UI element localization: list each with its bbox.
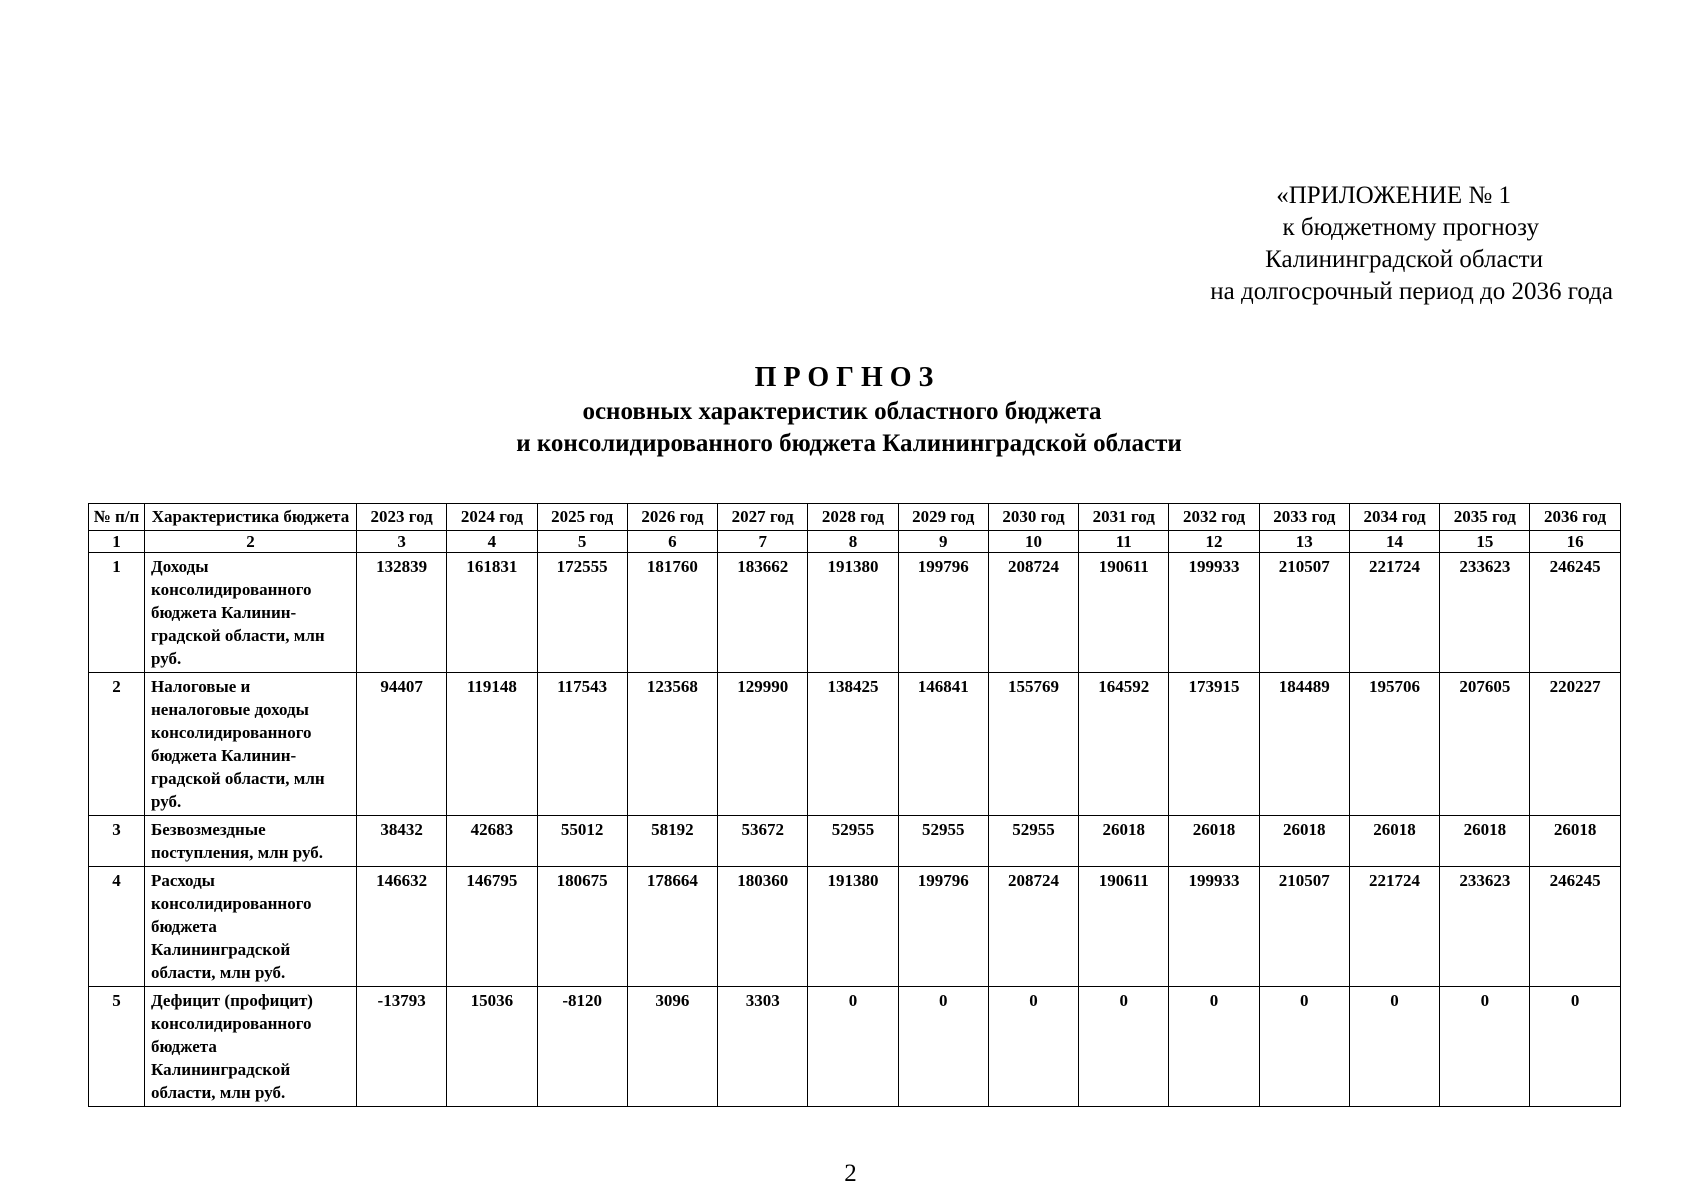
header-year: 2035 год [1440,504,1530,531]
value-cell: 55012 [537,816,627,867]
value-cell: 42683 [447,816,537,867]
value-cell: 221724 [1349,553,1439,673]
value-cell: 15036 [447,987,537,1107]
value-cell: 161831 [447,553,537,673]
value-cell: 0 [1169,987,1259,1107]
document-title: ПРОГНОЗ [754,362,941,393]
value-cell: 208724 [988,867,1078,987]
value-cell: 199796 [898,867,988,987]
value-cell: 191380 [808,867,898,987]
header-year: 2028 год [808,504,898,531]
value-cell: 26018 [1259,816,1349,867]
header-year: 2027 год [718,504,808,531]
annex-block [1210,180,1613,308]
value-cell: 190611 [1079,867,1169,987]
annex-subtitle: к бюджетному прогнозу [1282,214,1539,241]
table-row [89,816,1621,867]
value-cell: 199933 [1169,553,1259,673]
value-cell: 0 [1440,987,1530,1107]
column-number-cell: 5 [537,531,627,553]
value-cell: 184489 [1259,673,1349,816]
value-cell: 52955 [808,816,898,867]
column-number-cell: 3 [357,531,447,553]
value-cell: 190611 [1079,553,1169,673]
row-number-cell: 4 [89,867,145,987]
value-cell: 180675 [537,867,627,987]
header-year: 2033 год [1259,504,1349,531]
row-label-cell: Расходы консолидированного бюджета Калининградской области, млн руб. [145,867,357,987]
column-number-cell: 16 [1530,531,1620,553]
value-cell: 94407 [357,673,447,816]
value-cell: 0 [1349,987,1439,1107]
value-cell: 0 [988,987,1078,1107]
value-cell: 173915 [1169,673,1259,816]
value-cell: 0 [898,987,988,1107]
document-heading [0,360,1701,460]
row-label-cell: Доходы консолидированного бюджета Калинин-градской области, млн руб. [145,553,357,673]
value-cell: 53672 [718,816,808,867]
value-cell: 26018 [1079,816,1169,867]
row-number-cell: 1 [89,553,145,673]
value-cell: 146795 [447,867,537,987]
value-cell: 207605 [1440,673,1530,816]
value-cell: 3303 [718,987,808,1107]
header-year: 2036 год [1530,504,1620,531]
annex-region: Калининградской области [1265,246,1543,273]
row-label-cell: Безвозмездные поступления, млн руб. [145,816,357,867]
value-cell: 146841 [898,673,988,816]
table-row [89,673,1621,816]
value-cell: 26018 [1530,816,1620,867]
column-number-cell: 14 [1349,531,1439,553]
value-cell: 233623 [1440,553,1530,673]
value-cell: 38432 [357,816,447,867]
value-cell: 164592 [1079,673,1169,816]
column-number-cell: 12 [1169,531,1259,553]
value-cell: 155769 [988,673,1078,816]
value-cell: 129990 [718,673,808,816]
value-cell: 246245 [1530,553,1620,673]
value-cell: 178664 [627,867,717,987]
annex-title: «ПРИЛОЖЕНИЕ № 1 [1276,182,1511,209]
value-cell: 52955 [988,816,1078,867]
column-number-cell: 9 [898,531,988,553]
value-cell: 26018 [1349,816,1439,867]
value-cell: 119148 [447,673,537,816]
value-cell: 58192 [627,816,717,867]
value-cell: 132839 [357,553,447,673]
row-label-cell: Налоговые и неналоговые доходы консолидированного бюджета Калинин-градской области, млн руб. [145,673,357,816]
value-cell: 26018 [1169,816,1259,867]
table-row [89,987,1621,1107]
table-row [89,553,1621,673]
value-cell: 220227 [1530,673,1620,816]
value-cell: 210507 [1259,553,1349,673]
table-row [89,867,1621,987]
table-body [89,553,1621,1107]
column-number-cell: 7 [718,531,808,553]
header-year: 2026 год [627,504,717,531]
column-number-cell: 1 [89,531,145,553]
value-cell: 0 [1259,987,1349,1107]
column-number-cell: 13 [1259,531,1349,553]
value-cell: 117543 [537,673,627,816]
column-numbers-row [89,531,1621,553]
value-cell: 199933 [1169,867,1259,987]
value-cell: 191380 [808,553,898,673]
value-cell: 0 [808,987,898,1107]
value-cell: 138425 [808,673,898,816]
header-year: 2031 год [1079,504,1169,531]
value-cell: 246245 [1530,867,1620,987]
value-cell: 180360 [718,867,808,987]
header-year: 2024 год [447,504,537,531]
column-number-cell: 4 [447,531,537,553]
value-cell: 195706 [1349,673,1439,816]
value-cell: 181760 [627,553,717,673]
value-cell: 221724 [1349,867,1439,987]
header-characteristic: Характеристика бюджета [145,504,357,531]
column-number-cell: 15 [1440,531,1530,553]
header-year: 2023 год [357,504,447,531]
annex-period: на долгосрочный период до 2036 года [1210,278,1613,305]
row-label-cell: Дефицит (профицит) консолидированного бюджета Калининградской области, млн руб. [145,987,357,1107]
header-year: 2034 год [1349,504,1439,531]
value-cell: -8120 [537,987,627,1107]
value-cell: 146632 [357,867,447,987]
column-number-cell: 8 [808,531,898,553]
column-number-cell: 6 [627,531,717,553]
table-header-row [89,504,1621,531]
header-year: 2025 год [537,504,627,531]
value-cell: 183662 [718,553,808,673]
page-number: 2 [844,1160,857,1187]
header-year: 2029 год [898,504,988,531]
row-number-cell: 2 [89,673,145,816]
column-number-cell: 11 [1079,531,1169,553]
row-number-cell: 5 [89,987,145,1107]
document-subtitle-line1: основных характеристик областного бюджета [582,398,1102,425]
column-number-cell: 2 [145,531,357,553]
value-cell: 52955 [898,816,988,867]
value-cell: 0 [1530,987,1620,1107]
value-cell: 3096 [627,987,717,1107]
column-number-cell: 10 [988,531,1078,553]
value-cell: 233623 [1440,867,1530,987]
header-year: 2032 год [1169,504,1259,531]
budget-forecast-table [88,503,1621,1107]
header-num: № п/п [89,504,145,531]
value-cell: 172555 [537,553,627,673]
value-cell: 26018 [1440,816,1530,867]
value-cell: 123568 [627,673,717,816]
document-subtitle-line2: и консолидированного бюджета Калининградской области [516,430,1182,457]
row-number-cell: 3 [89,816,145,867]
value-cell: 199796 [898,553,988,673]
value-cell: 0 [1079,987,1169,1107]
header-year: 2030 год [988,504,1078,531]
value-cell: 210507 [1259,867,1349,987]
value-cell: -13793 [357,987,447,1107]
value-cell: 208724 [988,553,1078,673]
